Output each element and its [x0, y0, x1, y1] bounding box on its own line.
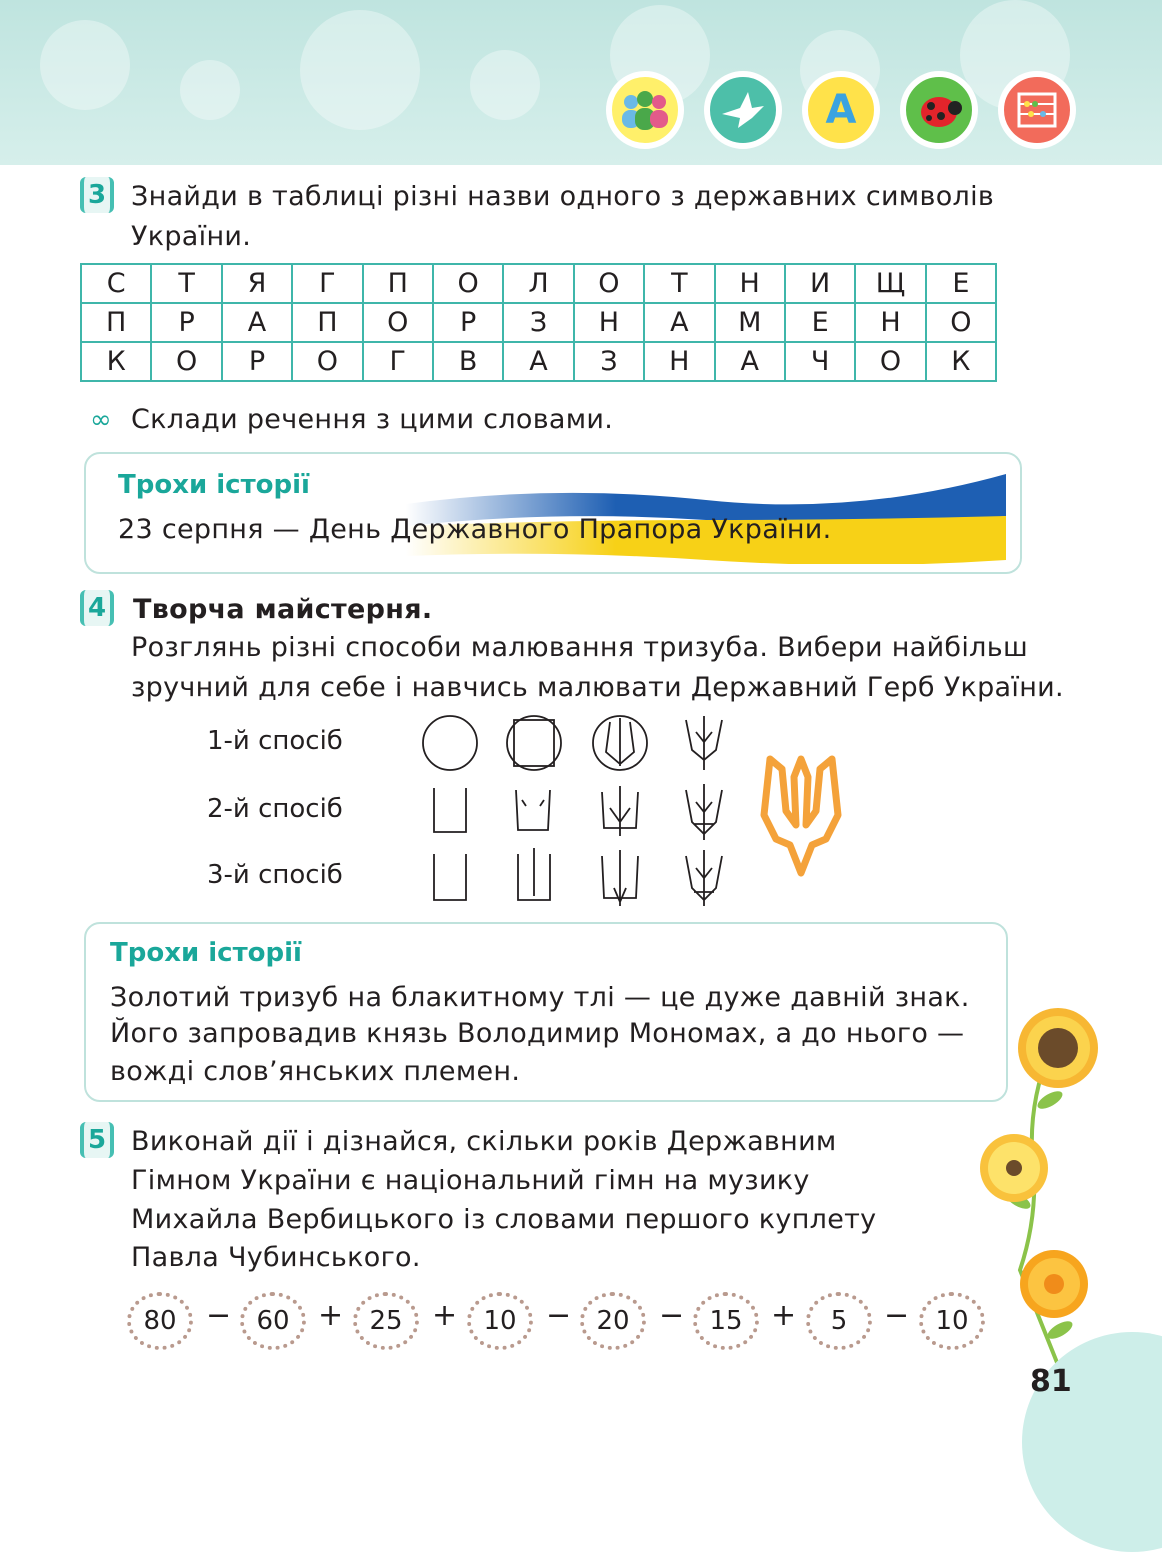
sunflower-decoration: [970, 990, 1110, 1380]
grid-cell: О: [855, 342, 925, 381]
grid-cell: П: [292, 303, 362, 342]
operator-sign: −: [659, 1298, 685, 1333]
operator-sign: −: [206, 1298, 232, 1333]
history-1-title: Трохи історії: [118, 470, 310, 500]
page-number-corner: [992, 1332, 1162, 1502]
grid-cell: Ч: [785, 342, 855, 381]
number-circle: 20: [580, 1292, 646, 1350]
grid-cell: З: [503, 303, 573, 342]
grid-cell: О: [574, 264, 644, 303]
task-4-number: 4: [80, 590, 114, 626]
grid-cell: П: [363, 264, 433, 303]
operator-sign: +: [771, 1298, 797, 1333]
task-5-line-4: Павла Чубинського.: [131, 1242, 421, 1273]
grid-cell: Г: [292, 264, 362, 303]
number-circle: 10: [919, 1292, 985, 1350]
abacus-icon: [998, 71, 1076, 149]
history-2-title: Трохи історії: [110, 938, 302, 968]
grid-cell: О: [926, 303, 996, 342]
number-circle: 15: [693, 1292, 759, 1350]
grid-cell: Г: [363, 342, 433, 381]
number-circle: 25: [353, 1292, 419, 1350]
operator-sign: −: [546, 1298, 572, 1333]
task-3-extra: Склади речення з цими словами.: [131, 404, 614, 435]
grid-cell: О: [363, 303, 433, 342]
grid-cell: Н: [644, 342, 714, 381]
grid-cell: О: [151, 342, 221, 381]
grid-row: [81, 342, 996, 381]
number-circle: 5: [806, 1292, 872, 1350]
history-1-text: 23 серпня — День Державного Прапора України.: [118, 514, 832, 545]
grid-cell: Е: [785, 303, 855, 342]
grid-cell: С: [81, 264, 151, 303]
ladybug-icon: [900, 71, 978, 149]
grid-cell: Л: [503, 264, 573, 303]
task-5-line-3: Михайла Вербицького із словами першого куплету: [131, 1204, 877, 1235]
grid-cell: Е: [926, 264, 996, 303]
task-3-line-1: Знайди в таблиці різні назви одного з державних символів: [131, 181, 995, 212]
grid-cell: А: [503, 342, 573, 381]
grid-cell: О: [292, 342, 362, 381]
task-3-number: 3: [80, 177, 114, 213]
operator-sign: −: [884, 1298, 910, 1333]
grid-cell: П: [81, 303, 151, 342]
grid-cell: Н: [574, 303, 644, 342]
grid-row: [81, 264, 996, 303]
trident-icon: [760, 755, 842, 877]
grid-cell: Т: [151, 264, 221, 303]
grid-cell: Т: [644, 264, 714, 303]
number-circle: 10: [467, 1292, 533, 1350]
page-header: [0, 0, 1162, 165]
operator-sign: +: [318, 1298, 344, 1333]
way-2-label: 2-й спосіб: [207, 794, 343, 824]
task-4-line-2: зручний для себе і навчись малювати Державний Герб України.: [131, 672, 1064, 703]
word-search-grid: [80, 263, 997, 382]
grid-cell: Н: [855, 303, 925, 342]
dove-icon: [704, 71, 782, 149]
page-number: 81: [1030, 1364, 1072, 1399]
trident-steps-illustration: [410, 712, 740, 912]
grid-cell: В: [433, 342, 503, 381]
task-5-number: 5: [80, 1122, 114, 1158]
grid-cell: К: [926, 342, 996, 381]
grid-cell: З: [574, 342, 644, 381]
number-circle: 60: [240, 1292, 306, 1350]
grid-cell: Р: [433, 303, 503, 342]
way-1-label: 1-й спосіб: [207, 726, 343, 756]
pair-work-icon: ∞: [90, 405, 112, 435]
task-4-title: Творча майстерня.: [133, 594, 433, 625]
way-3-label: 3-й спосіб: [207, 860, 343, 890]
grid-cell: А: [222, 303, 292, 342]
number-circle: 80: [127, 1292, 193, 1350]
history-2-line-2: Його запровадив князь Володимир Мономах, а до нього —: [110, 1018, 965, 1049]
task-5-line-2: Гімном України є національний гімн на музику: [131, 1165, 810, 1196]
task-3-line-2: України.: [131, 221, 252, 252]
grid-cell: Н: [715, 264, 785, 303]
task-4-line-1: Розглянь різні способи малювання тризуба. Вибери найбільш: [131, 632, 1028, 663]
history-box-2: [84, 922, 1008, 1102]
grid-cell: К: [81, 342, 151, 381]
history-2-line-1: Золотий тризуб на блакитному тлі — це дуже давній знак.: [110, 982, 970, 1013]
grid-cell: Р: [222, 342, 292, 381]
grid-cell: А: [644, 303, 714, 342]
people-icon: [606, 71, 684, 149]
task-5-line-1: Виконай дії і дізнайся, скільки років Державним: [131, 1126, 837, 1157]
grid-row: [81, 303, 996, 342]
grid-cell: Я: [222, 264, 292, 303]
grid-cell: М: [715, 303, 785, 342]
grid-cell: А: [715, 342, 785, 381]
operator-sign: +: [432, 1298, 458, 1333]
grid-cell: И: [785, 264, 855, 303]
grid-cell: Р: [151, 303, 221, 342]
letter-a-icon: A: [802, 71, 880, 149]
history-2-line-3: вожді слов’янських племен.: [110, 1056, 521, 1087]
grid-cell: О: [433, 264, 503, 303]
history-box-1: [84, 452, 1022, 574]
grid-cell: Щ: [855, 264, 925, 303]
